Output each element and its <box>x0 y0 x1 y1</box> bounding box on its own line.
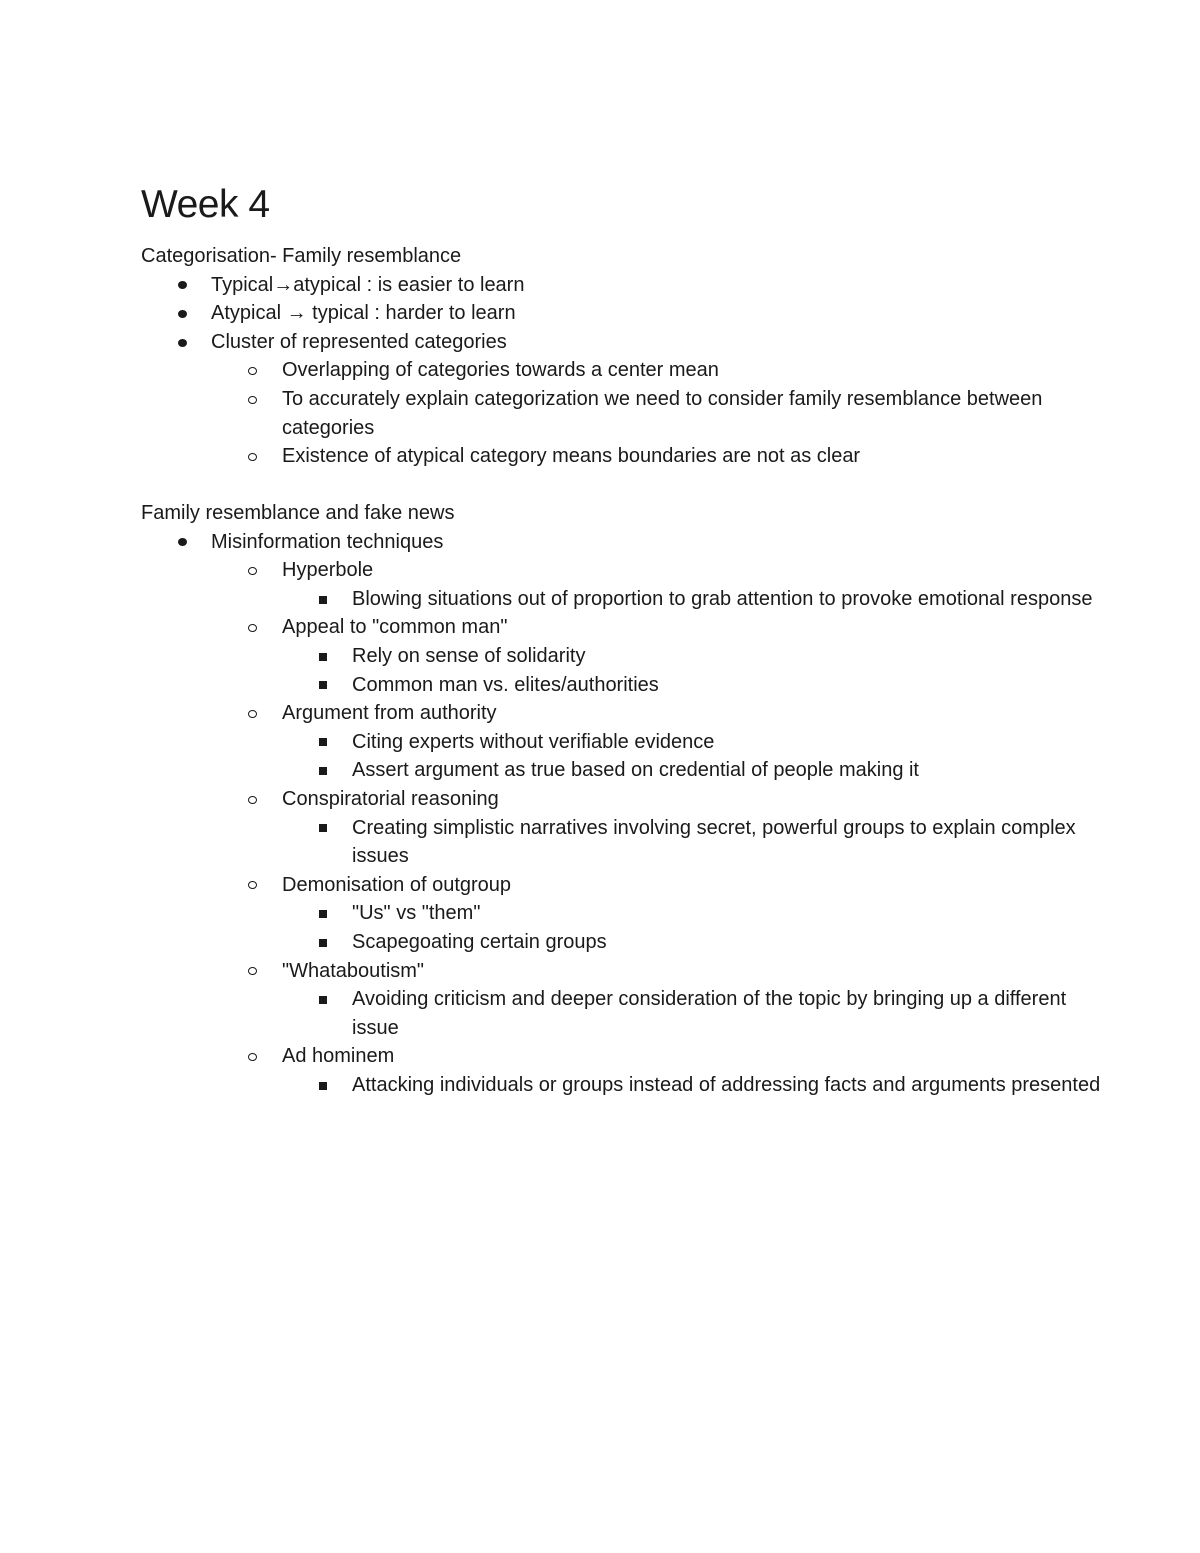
list-item-text: Ad hominem <box>282 1045 395 1068</box>
list-item <box>141 271 1101 300</box>
list-item-text: Avoiding criticism and deeper consideration of the topic by bringing up a different issue <box>352 988 1067 1039</box>
list-item-text: Atypical → typical : harder to learn <box>211 302 516 325</box>
list-item-text: Blowing situations out of proportion to grab attention to provoke emotional response <box>352 587 1093 610</box>
hollow-bullet-icon <box>248 957 257 986</box>
list-item <box>141 928 1101 957</box>
square-bullet-icon <box>319 728 327 757</box>
list-item <box>141 785 1101 814</box>
square-bullet-icon <box>319 642 327 671</box>
page-title: Week 4 <box>141 183 270 226</box>
section-categorisation <box>141 242 1101 471</box>
list-item-text: Appeal to "common man" <box>282 616 508 639</box>
list-item-text: Creating simplistic narratives involving secret, powerful groups to explain complex issues <box>352 816 1076 868</box>
list-item-text: Existence of atypical category means boundaries are not as clear <box>282 445 861 468</box>
list-item-text: Assert argument as true based on credential of people making it <box>352 759 919 782</box>
section-heading: Family resemblance and fake news <box>141 502 455 524</box>
list-item <box>141 1071 1101 1100</box>
list-item <box>141 299 1101 328</box>
filled-bullet-icon <box>178 271 187 300</box>
square-bullet-icon <box>319 756 327 785</box>
list-item <box>141 671 1101 700</box>
square-bullet-icon <box>319 985 327 1014</box>
square-bullet-icon <box>319 671 327 700</box>
list-item <box>141 585 1101 614</box>
hollow-bullet-icon <box>248 442 257 471</box>
list-item <box>141 985 1101 1042</box>
hollow-bullet-icon <box>248 699 257 728</box>
square-bullet-icon <box>319 814 327 843</box>
list-item-text: Cluster of represented categories <box>211 330 507 353</box>
list-item-text: "Us" vs "them" <box>352 902 481 925</box>
list-item-text: To accurately explain categorization we need to consider family resemblance between categories <box>282 387 1043 439</box>
hollow-bullet-icon <box>248 785 257 814</box>
hollow-bullet-icon <box>248 356 257 385</box>
square-bullet-icon <box>319 1071 327 1100</box>
hollow-bullet-icon <box>248 613 257 642</box>
list-item <box>141 871 1101 900</box>
list-item-text: Typical→atypical : is easier to learn <box>211 273 525 296</box>
list-item <box>141 613 1101 642</box>
list-item <box>141 442 1101 471</box>
list-item-text: Conspiratorial reasoning <box>282 787 499 810</box>
list-item-text: Overlapping of categories towards a center mean <box>282 359 719 382</box>
filled-bullet-icon <box>178 528 187 557</box>
list-item <box>141 385 1101 442</box>
list-item-text: Demonisation of outgroup <box>282 873 512 896</box>
list-item <box>141 699 1101 728</box>
hollow-bullet-icon <box>248 1042 257 1071</box>
list-item <box>141 528 1101 557</box>
list-item-text: Hyperbole <box>282 559 374 582</box>
list-item <box>141 642 1101 671</box>
list-item-text: "Whataboutism" <box>282 959 425 982</box>
square-bullet-icon <box>319 585 327 614</box>
list-item <box>141 899 1101 928</box>
square-bullet-icon <box>319 928 327 957</box>
hollow-bullet-icon <box>248 871 257 900</box>
list-item <box>141 556 1101 585</box>
list-item-text: Attacking individuals or groups instead of addressing facts and arguments presented <box>352 1073 1101 1096</box>
list-item-text: Scapegoating certain groups <box>352 930 607 953</box>
list-item <box>141 756 1101 785</box>
list-item <box>141 728 1101 757</box>
list-item <box>141 356 1101 385</box>
filled-bullet-icon <box>178 328 187 357</box>
hollow-bullet-icon <box>248 556 257 585</box>
list-item <box>141 1042 1101 1071</box>
list-item <box>141 814 1101 871</box>
filled-bullet-icon <box>178 299 187 328</box>
section-heading: Categorisation- Family resemblance <box>141 245 462 267</box>
list-item <box>141 957 1101 986</box>
list-item <box>141 328 1101 357</box>
list-item-text: Rely on sense of solidarity <box>352 644 586 667</box>
square-bullet-icon <box>319 899 327 928</box>
section-fake-news <box>141 499 1101 1099</box>
list-item-text: Citing experts without verifiable evidence <box>352 730 715 753</box>
hollow-bullet-icon <box>248 385 257 414</box>
list-item-text: Common man vs. elites/authorities <box>352 673 659 696</box>
list-item-text: Misinformation techniques <box>211 530 444 553</box>
list-item-text: Argument from authority <box>282 702 497 725</box>
